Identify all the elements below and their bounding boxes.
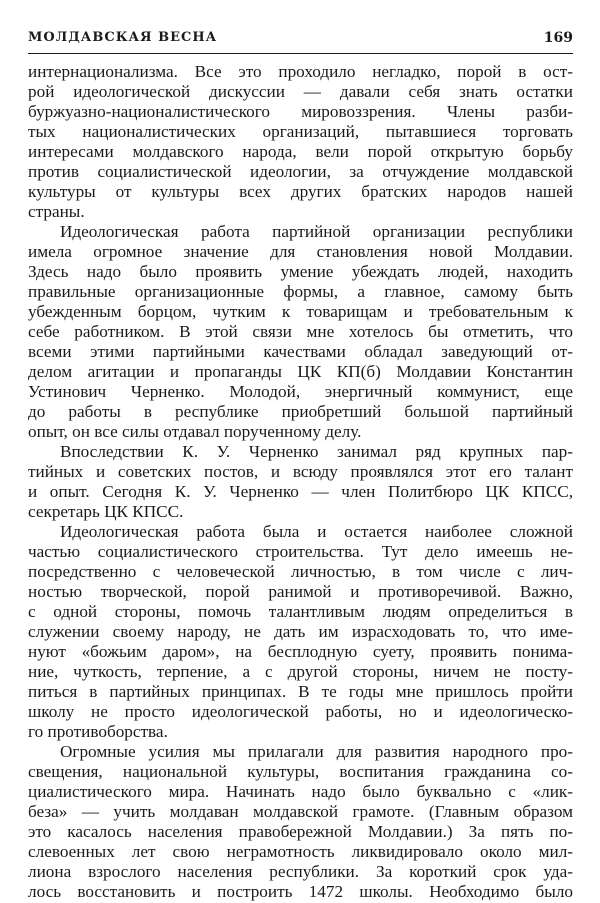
body-text (28, 62, 573, 902)
paragraph (28, 742, 573, 902)
text-line: ние, чуткость, терпение, а с другой стороны, ничем не посту- (28, 662, 573, 681)
text-line: против социалистической идеологии, за отчуждение молдавской (28, 162, 573, 181)
text-line: свещения, национальной культуры, воспитания гражданина со- (28, 762, 573, 781)
text-line: ностью творческой, порой ранимой и противоречивой. Важно, (28, 582, 573, 601)
text-line: культуры от культуры всех других братских народов нашей (28, 182, 573, 201)
text-line: беза» — учить молдаван молдавской грамоте. (Главным образом (28, 802, 573, 821)
text-line: и опыт. Сегодня К. У. Черненко — член Политбюро ЦК КПСС, (28, 482, 573, 501)
text-line: Устинович Черненко. Молодой, энергичный коммунист, еще (28, 382, 573, 401)
text-line: нуют «божьим даром», на бесплодную суету, проявить понима- (28, 642, 573, 661)
text-line: это касалось населения правобережной Молдавии.) За пять по- (28, 822, 573, 841)
text-line: интересами молдавского народа, вели порой открытую борьбу (28, 142, 573, 161)
text-line: имела огромное значение для становления новой Молдавии. (28, 242, 573, 261)
text-line: слевоенных лет свою неграмотность ликвидировало около мил- (28, 842, 573, 861)
text-line: школу не просто идеологической работы, но и идеологическо- (28, 702, 573, 721)
running-title: МОЛДАВСКАЯ ВЕСНА (28, 30, 218, 45)
text-line: циалистического мира. Начинать надо было буквально с «лик- (28, 782, 573, 801)
paragraph (28, 442, 573, 522)
text-line: рой идеологической дискуссии — давали себя знать остатки (28, 82, 573, 101)
text-line: Впоследствии К. У. Черненко занимал ряд крупных пар- (60, 442, 573, 461)
text-line: правильные организационные формы, а главное, самому быть (28, 282, 573, 301)
running-head (28, 30, 573, 50)
text-line: служении своему народу, не дать им израсходовать то, что име- (28, 622, 573, 641)
text-line: Идеологическая работа партийной организации республики (60, 222, 573, 241)
text-line: опыт, он все силы отдавал порученному делу. (28, 422, 362, 441)
text-line: до работы в республике приобретший большой партийный (28, 402, 573, 421)
text-line: себе работником. В этой связи мне хотелось бы отметить, что (28, 322, 573, 341)
text-line: Здесь надо было проявить умение убеждать людей, находить (28, 262, 573, 281)
text-line: буржуазно-националистического мировоззрения. Члены разби- (28, 102, 573, 121)
text-line: тых националистических организаций, пытавшиеся торговать (28, 122, 573, 141)
text-line: го противоборства. (28, 722, 168, 741)
text-line: Идеологическая работа была и остается наиболее сложной (60, 522, 573, 541)
page-number: 169 (543, 30, 573, 46)
text-line: посредственно с человеческой личностью, в том числе с лич- (28, 562, 573, 581)
text-line: интернационализма. Все это проходило негладко, порой в ост- (28, 62, 573, 81)
paragraph (28, 62, 573, 222)
text-line: частью социалистического строительства. Тут дело имеешь не- (28, 542, 573, 561)
text-line: убежденным борцом, чутким к товарищам и требовательным к (28, 302, 573, 321)
paragraph (28, 522, 573, 742)
text-line: лиона взрослого населения республики. За короткий срок уда- (28, 862, 573, 881)
header-rule (28, 53, 573, 54)
text-line: Огромные усилия мы прилагали для развития народного про- (60, 742, 573, 761)
text-line: страны. (28, 202, 85, 221)
text-line: всеми этими партийными качествами обладал заведующий от- (28, 342, 573, 361)
text-line: питься в партийных принципах. В те годы мне пришлось пройти (28, 682, 573, 701)
text-line: секретарь ЦК КПСС. (28, 502, 184, 521)
text-line: делом агитации и пропаганды ЦК КП(б) Молдавии Константин (28, 362, 573, 381)
text-line: с одной стороны, помочь талантливым людям определиться в (28, 602, 573, 621)
text-line: лось восстановить и построить 1472 школы. Необходимо было (28, 882, 573, 901)
paragraph (28, 222, 573, 442)
text-line: тийных и советских постов, и всюду проявлялся этот его талант (28, 462, 573, 481)
